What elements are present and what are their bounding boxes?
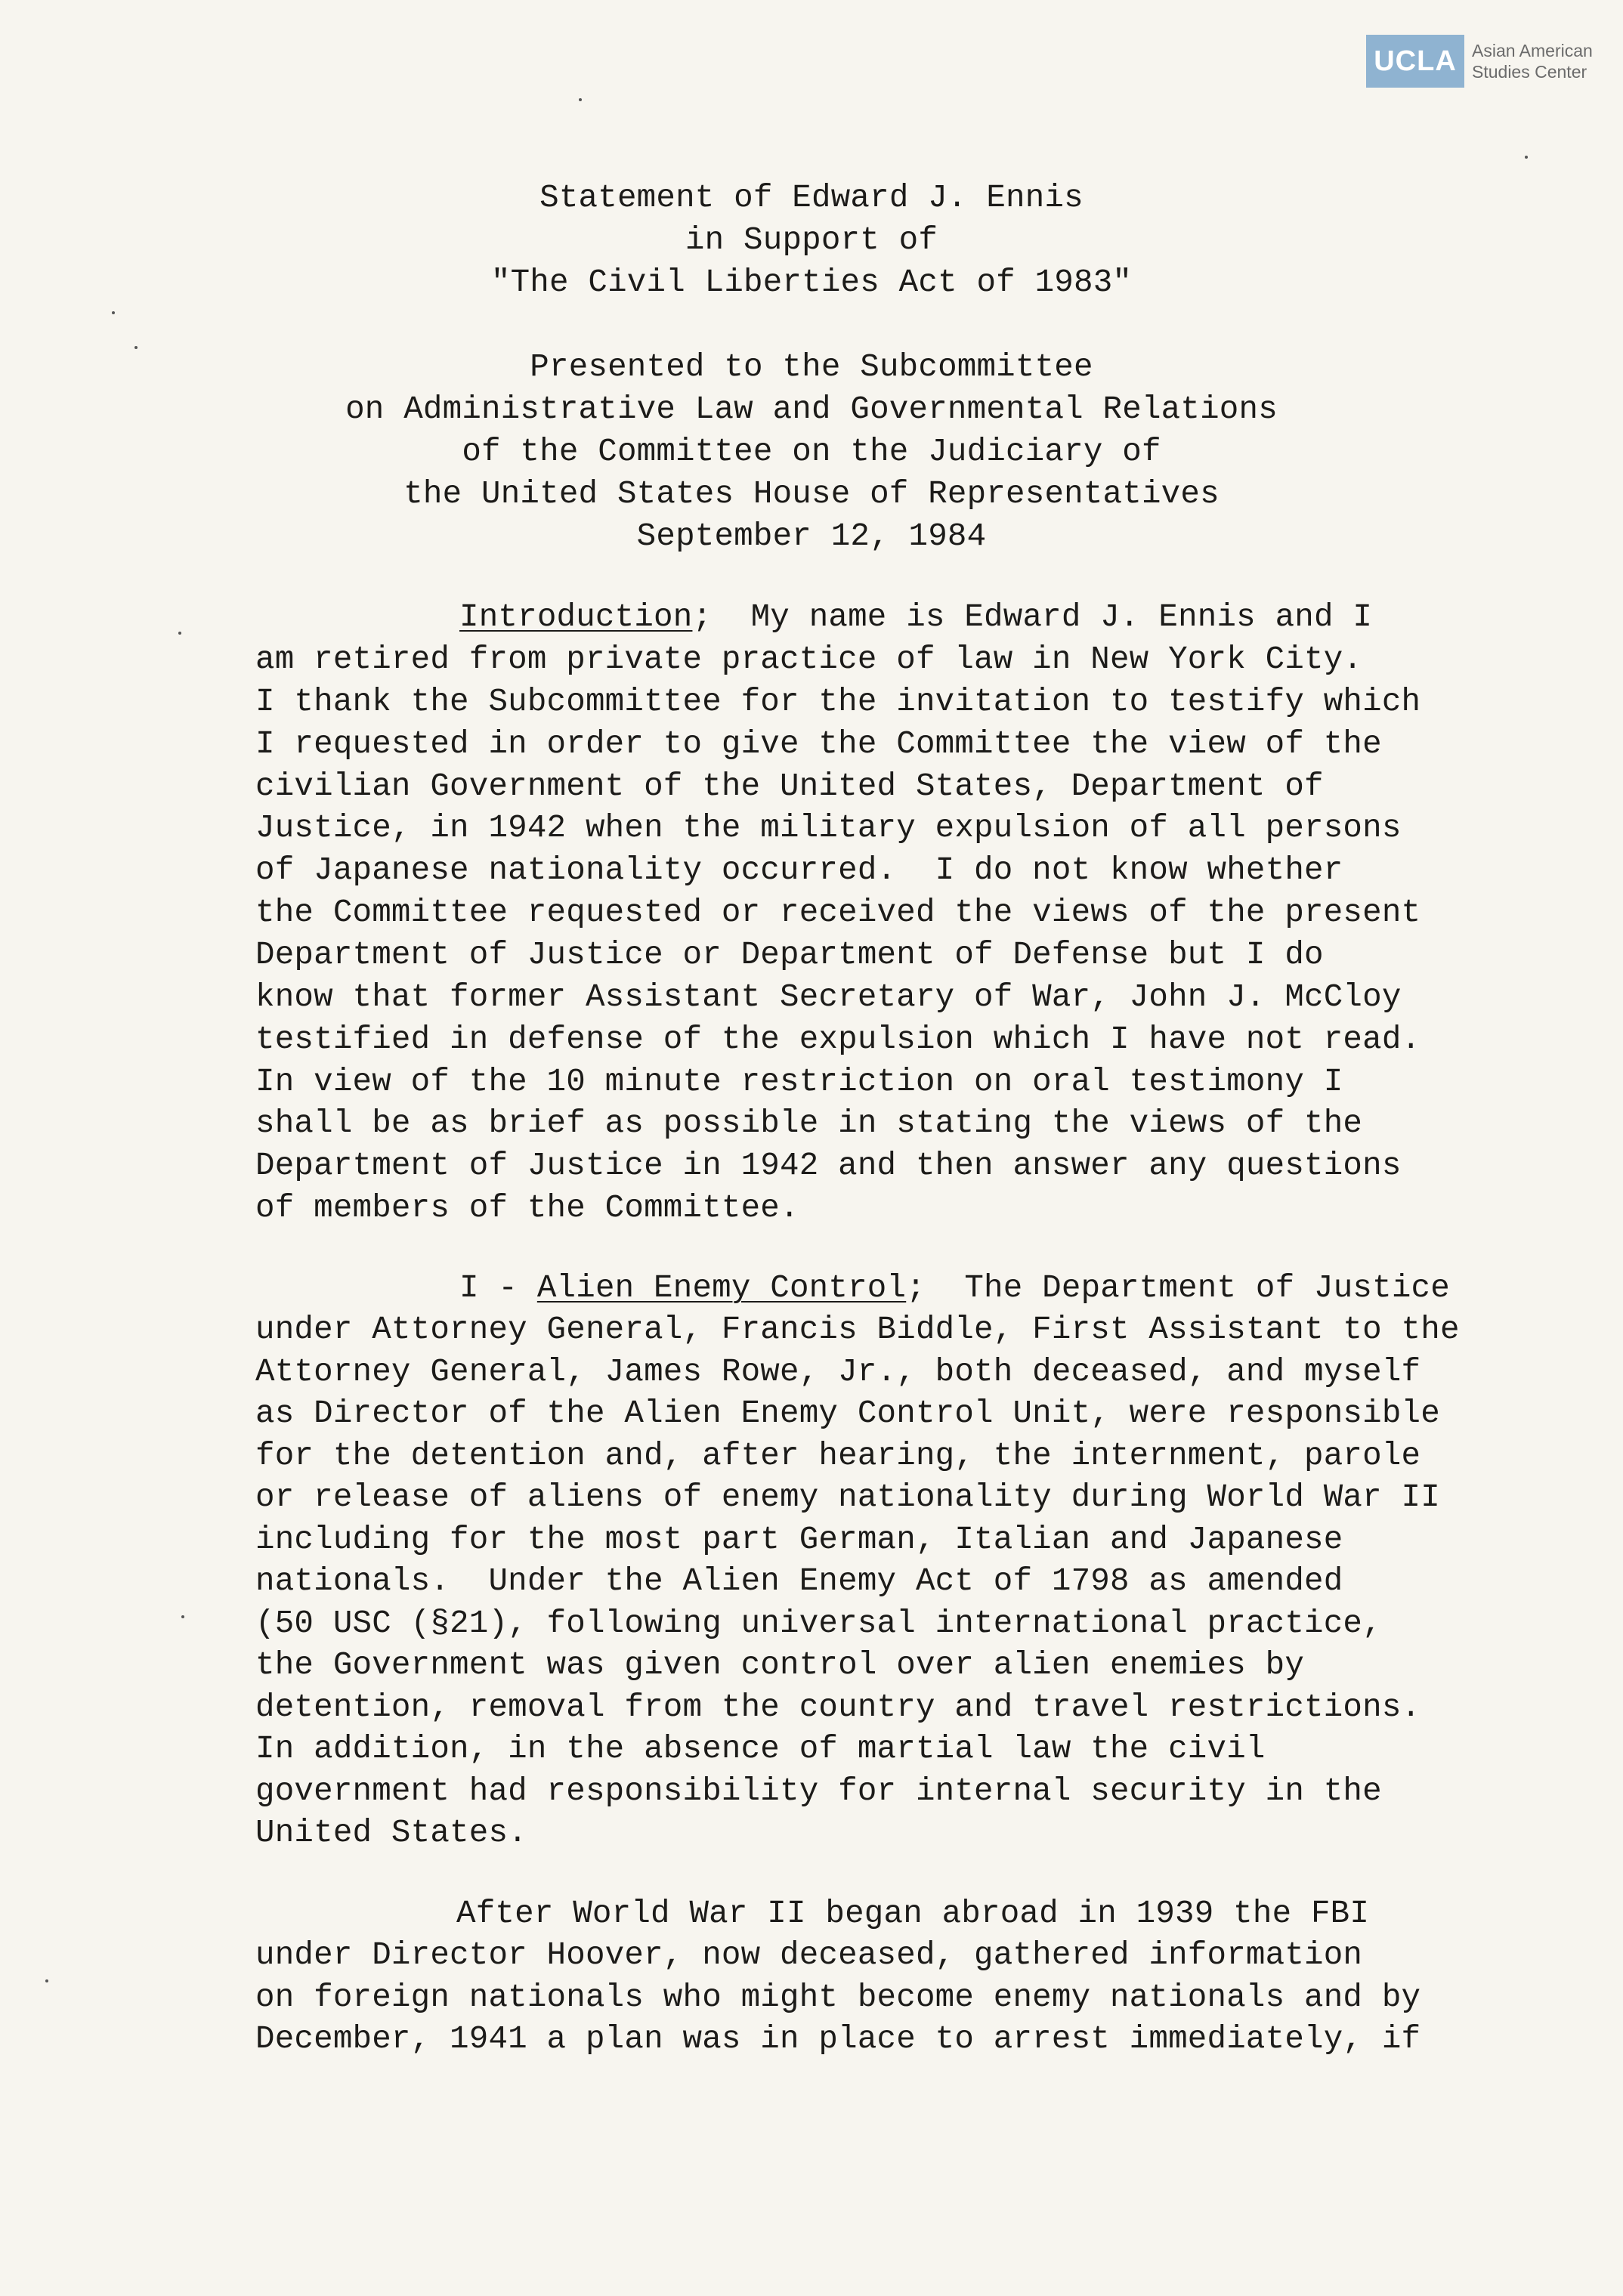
presented-line: on Administrative Law and Governmental Relations xyxy=(345,391,1278,428)
body-line: am retired from private practice of law in New York City. xyxy=(255,641,1363,678)
section1-heading-punct: ; xyxy=(906,1270,926,1306)
body-line: (50 USC (§21), following universal international practice, xyxy=(255,1605,1382,1642)
ucla-logo-mark: UCLA xyxy=(1366,35,1464,88)
paper-speck xyxy=(134,346,138,349)
paper-speck xyxy=(1525,156,1528,159)
body-line: civilian Government of the United States, Department of xyxy=(255,768,1324,805)
body-line: including for the most part German, Italian and Japanese xyxy=(255,1522,1343,1558)
body-line: know that former Assistant Secretary of War, John J. McCloy xyxy=(255,979,1402,1015)
body-line: under Attorney General, Francis Biddle, First Assistant to the xyxy=(255,1312,1460,1348)
body-line: the Government was given control over alien enemies by xyxy=(255,1647,1305,1683)
presented-line: the United States House of Representatives xyxy=(403,476,1220,512)
body-line: I requested in order to give the Committee the view of the xyxy=(255,726,1382,762)
body-line: In view of the 10 minute restriction on oral testimony I xyxy=(255,1064,1343,1100)
intro-first-line xyxy=(459,598,1372,636)
body-line: detention, removal from the country and travel restrictions. xyxy=(255,1689,1421,1726)
body-line: Department of Justice in 1942 and then answer any questions xyxy=(255,1148,1402,1184)
intro-first-line-text: My name is Edward J. Ennis and I xyxy=(712,599,1373,635)
title-line: "The Civil Liberties Act of 1983" xyxy=(490,264,1133,301)
paper-speck xyxy=(45,1979,48,1982)
presented-line: of the Committee on the Judiciary of xyxy=(462,434,1161,470)
logo-caption-line: Asian American xyxy=(1472,41,1593,60)
body-line: Attorney General, James Rowe, Jr., both deceased, and myself xyxy=(255,1354,1421,1390)
section1-first-line xyxy=(459,1269,1450,1307)
body-line: testified in defense of the expulsion which I have not read. xyxy=(255,1021,1421,1058)
paper-speck xyxy=(579,98,582,101)
section1-first-line-text: The Department of Justice xyxy=(925,1270,1450,1306)
body-line: government had responsibility for internal security in the xyxy=(255,1773,1382,1809)
title-line: in Support of xyxy=(685,222,938,258)
body-line: Justice, in 1942 when the military expulsion of all persons xyxy=(255,810,1402,846)
title-line: Statement of Edward J. Ennis xyxy=(539,180,1084,216)
body-line: for the detention and, after hearing, the internment, parole xyxy=(255,1438,1421,1474)
section2-first-line: After World War II began abroad in 1939 the FBI xyxy=(456,1896,1370,1932)
section1-heading: Alien Enemy Control xyxy=(536,1270,907,1306)
paper-speck xyxy=(178,632,181,635)
body-line: shall be as brief as possible in stating the views of the xyxy=(255,1105,1363,1142)
body-line: In addition, in the absence of martial law the civil xyxy=(255,1731,1266,1767)
body-line: as Director of the Alien Enemy Control Unit, were responsible xyxy=(255,1395,1440,1432)
ucla-aasc-logo xyxy=(1366,35,1593,88)
paper-speck xyxy=(181,1615,184,1618)
body-line: United States. xyxy=(255,1815,527,1851)
paper-speck xyxy=(112,311,115,314)
section1-prefix: I - xyxy=(459,1270,537,1306)
presented-line: Presented to the Subcommittee xyxy=(530,349,1093,385)
body-line: under Director Hoover, now deceased, gathered information xyxy=(255,1937,1363,1973)
body-line: or release of aliens of enemy nationality during World War II xyxy=(255,1479,1440,1516)
body-line: nationals. Under the Alien Enemy Act of 1798 as amended xyxy=(255,1563,1343,1599)
logo-caption-line: Studies Center xyxy=(1472,62,1587,82)
body-line: the Committee requested or received the views of the present xyxy=(255,895,1421,931)
body-line: I thank the Subcommittee for the invitation to testify which xyxy=(255,684,1421,720)
intro-heading-punct: ; xyxy=(692,599,713,635)
body-line: of Japanese nationality occurred. I do not know whether xyxy=(255,852,1343,888)
presented-date: September 12, 1984 xyxy=(636,518,987,555)
intro-heading: Introduction xyxy=(459,599,693,635)
logo-caption xyxy=(1472,40,1593,82)
body-line: Department of Justice or Department of Defense but I do xyxy=(255,937,1324,973)
body-line: December, 1941 a plan was in place to arrest immediately, if xyxy=(255,2021,1421,2057)
body-line: on foreign nationals who might become enemy nationals and by xyxy=(255,1979,1421,2016)
body-line: of members of the Committee. xyxy=(255,1190,799,1226)
